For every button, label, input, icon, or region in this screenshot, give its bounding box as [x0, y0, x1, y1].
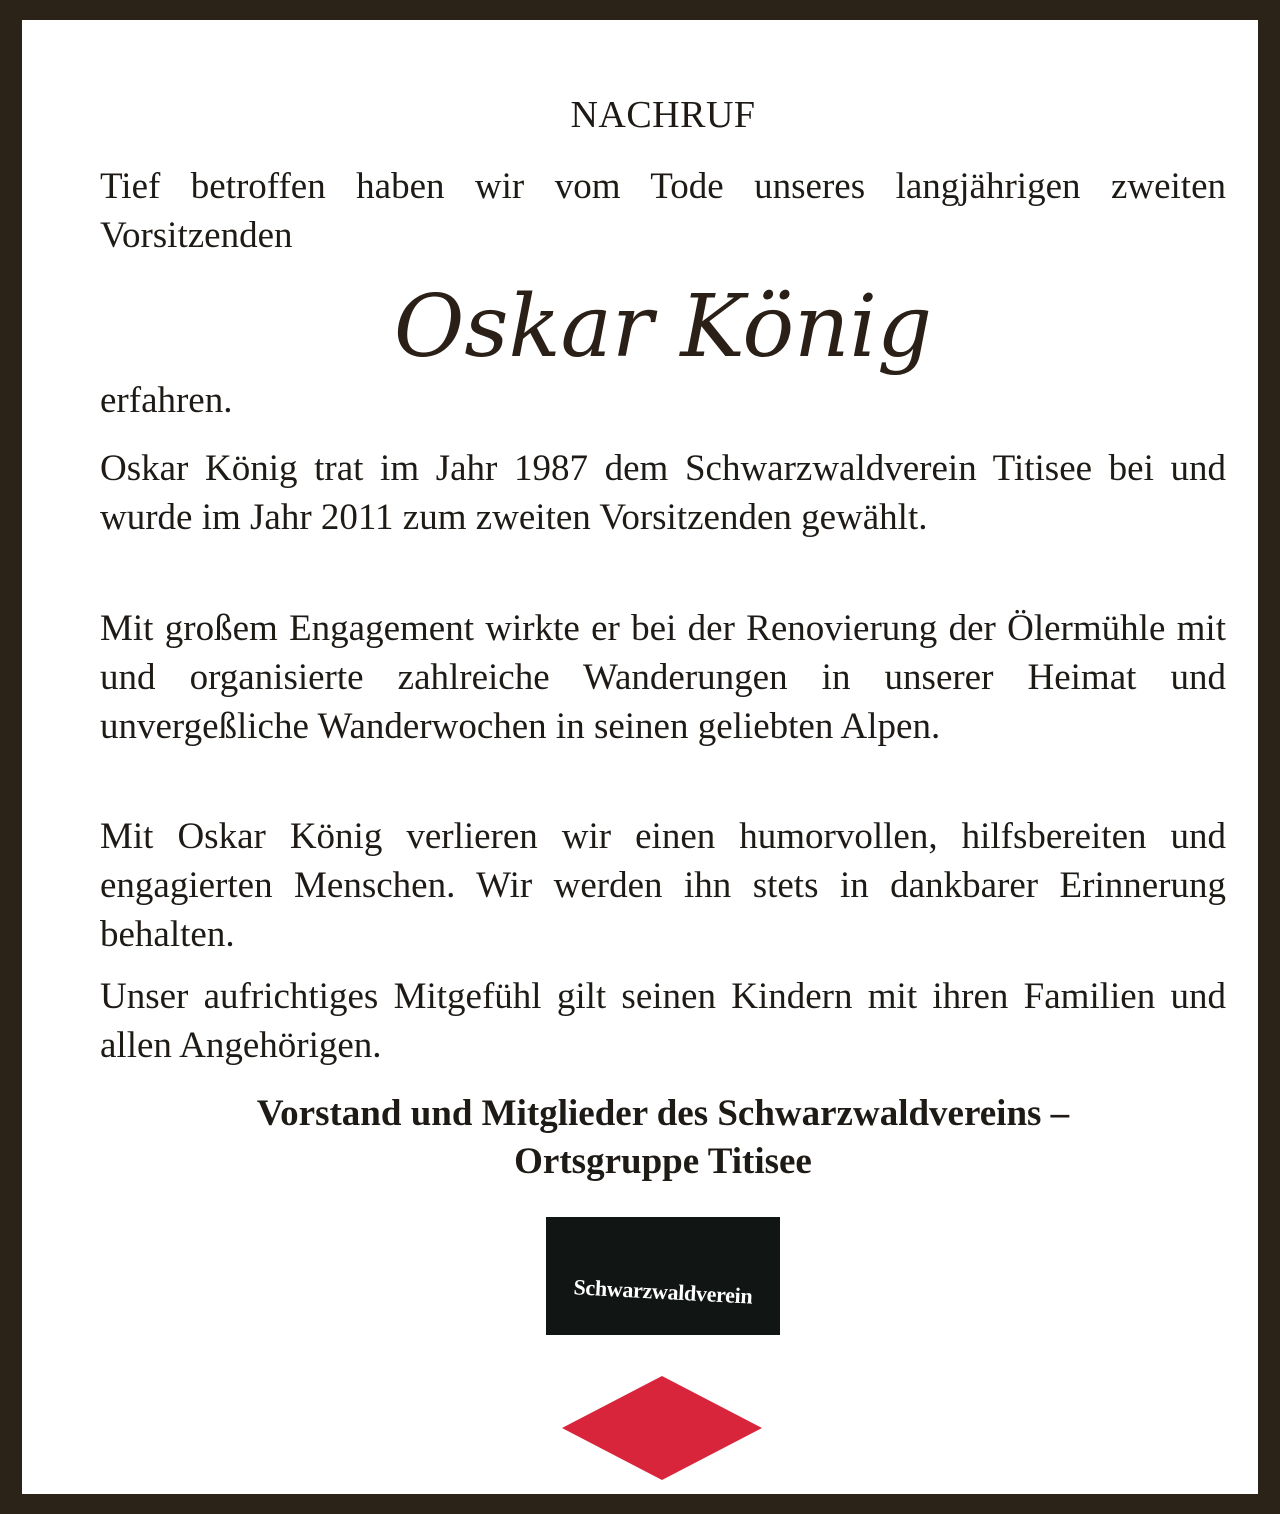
paragraph-membership: Oskar König trat im Jahr 1987 dem Schwarzwaldverein Titisee bei und wurde im Jahr 2011 zum zweiten Vorsitzenden gewählt.: [100, 448, 1226, 538]
page-title: NACHRUF: [570, 94, 756, 136]
logo-text: Schwarzwaldverein: [572, 1274, 754, 1309]
red-diamond-icon: [562, 1376, 762, 1480]
paragraph-condolences: Unser aufrichtiges Mitgefühl gilt seinen Kindern mit ihren Familien und allen Angehörigen.: [100, 976, 1226, 1066]
signature-line-2: Ortsgruppe Titisee: [514, 1141, 812, 1182]
paragraph-engagement: Mit großem Engagement wirkte er bei der Renovierung der Ölermühle mit und organisierte zahlreiche Wanderungen in unserer Heimat und unvergeßliche Wanderwochen in seinen geliebten Alpen.: [100, 608, 1226, 747]
association-logo: [546, 1217, 780, 1335]
signature-line-1: Vorstand und Mitglieder des Schwarzwaldvereins –: [256, 1093, 1070, 1134]
paragraph-tribute: Mit Oskar König verlieren wir einen humorvollen, hilfsbereiten und engagierten Menschen. Wir werden ihn stets in dankbarer Erinnerung behalten.: [100, 816, 1226, 955]
signature-block: [100, 1090, 1226, 1186]
intro-closing-text: erfahren.: [100, 380, 233, 421]
intro-text: Tief betroffen haben wir vom Tode unseres langjährigen zweiten Vorsitzenden: [100, 166, 1226, 256]
deceased-name: Oskar König: [393, 277, 933, 377]
